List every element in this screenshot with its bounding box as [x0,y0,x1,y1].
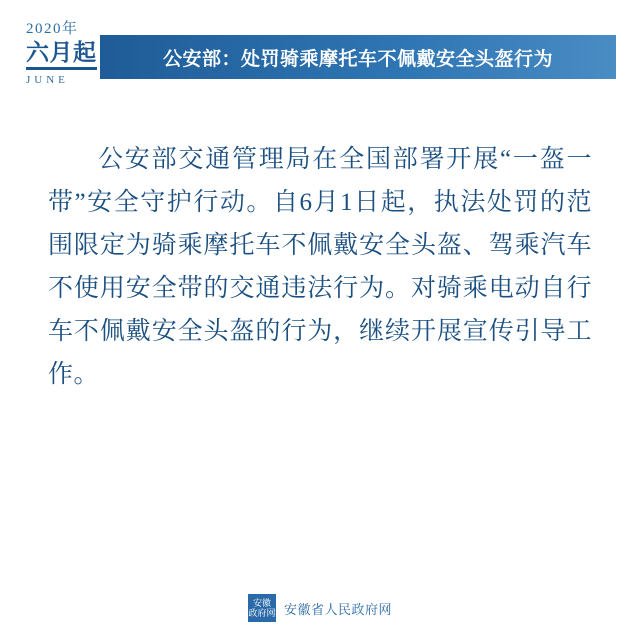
logo-line-1: 安徽 [252,598,271,608]
government-logo-icon [248,594,276,622]
poster-header [0,0,640,86]
date-month: 六月起 [26,40,97,70]
date-month-en: JUNE [26,73,69,86]
date-block [0,22,100,86]
date-year: 2020年 [26,20,79,37]
poster-footer [0,594,640,622]
source-label: 安徽省人民政府网 [283,601,392,617]
body-paragraph: 公安部交通管理局在全国部署开展“一盔一带”安全守护行动。自6月1日起，执法处罚的范围限定为骑乘摩托车不佩戴安全头盔、驾乘汽车不使用安全带的交通违法行为。对骑乘电动自行车不佩戴安全头盔的行为，继续开展宣传引导工作。 [48,146,592,388]
logo-line-2: 政府网 [248,608,276,618]
poster-body [0,86,640,396]
page-title: 公安部：处罚骑乘摩托车不佩戴安全头盔行为 [100,35,616,79]
